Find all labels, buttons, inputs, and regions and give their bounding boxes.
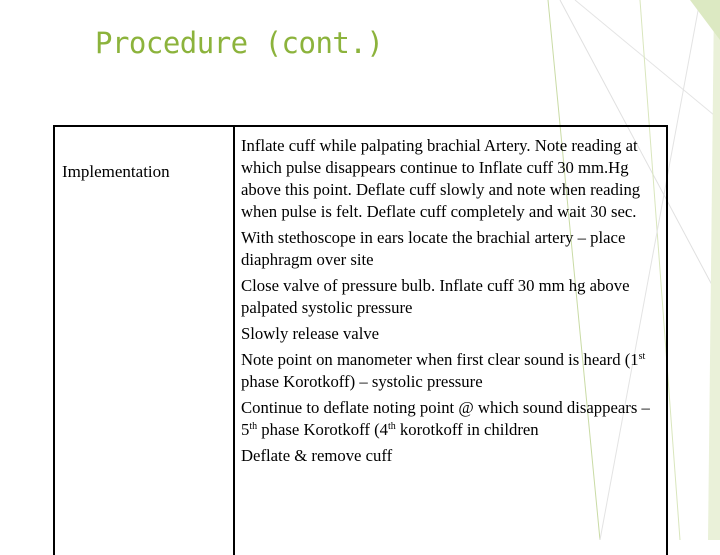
step-3: Close valve of pressure bulb. Inflate cuff 30 mm hg above palpated systolic pressure: [241, 276, 630, 317]
column-divider: [233, 127, 235, 555]
step-1: Inflate cuff while palpating brachial Artery. Note reading at which pulse disappears continue to Inflate cuff 30 mm.Hg above this point. Deflate cuff slowly and note when reading when pulse is felt. Deflate cuff completely and wait 30 sec.: [241, 136, 641, 221]
step-7: Deflate & remove cuff: [241, 446, 393, 465]
green-accent-bar: [708, 0, 720, 540]
step-2: With stethoscope in ears locate the brachial artery – place diaphragm over site: [241, 228, 626, 269]
steps-cell: [241, 135, 661, 471]
procedure-table: [53, 125, 668, 555]
step-5: Note point on manometer when first clear sound is heard (1st phase Korotkoff) – systolic pressure: [241, 350, 646, 391]
step-6: Continue to deflate noting point @ which sound disappears – 5th phase Korotkoff (4th korotkoff in children: [241, 398, 650, 439]
row-label: Implementation: [62, 162, 170, 181]
slide-title: Procedure (cont.): [95, 26, 384, 60]
step-4: Slowly release valve: [241, 324, 380, 343]
